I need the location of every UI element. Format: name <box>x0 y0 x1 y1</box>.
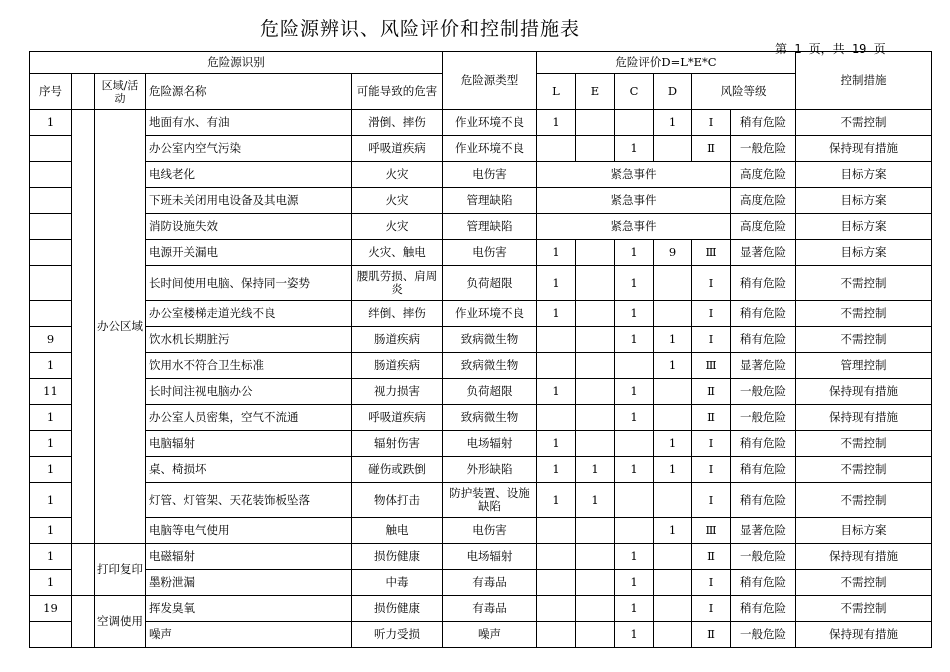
header-evaluation: 危险评价D=L*E*C <box>537 52 796 74</box>
L-cell: 1 <box>537 240 576 266</box>
D-cell <box>654 379 692 405</box>
emergency-cell: 紧急事件 <box>537 188 731 214</box>
area-cell: 打印复印 <box>95 544 146 596</box>
E-cell <box>576 379 615 405</box>
E-cell: 1 <box>576 483 615 518</box>
control-cell: 不需控制 <box>796 431 932 457</box>
table-row <box>30 266 932 301</box>
hazard-cell: 中毒 <box>352 570 443 596</box>
C-cell: 1 <box>615 622 654 648</box>
hazard-cell: 物体打击 <box>352 483 443 518</box>
table-row <box>30 457 932 483</box>
D-cell: 1 <box>654 431 692 457</box>
D-cell: 1 <box>654 110 692 136</box>
area-blank-cell <box>72 110 95 544</box>
source-type-cell: 电伤害 <box>443 518 537 544</box>
control-cell: 保持现有措施 <box>796 136 932 162</box>
table-row <box>30 405 932 431</box>
seq-cell: 1 <box>30 483 72 518</box>
D-cell <box>654 570 692 596</box>
L-cell: 1 <box>537 431 576 457</box>
source-type-cell: 防护装置、设施缺陷 <box>443 483 537 518</box>
C-cell: 1 <box>615 240 654 266</box>
L-cell <box>537 622 576 648</box>
seq-cell <box>30 266 72 301</box>
grade-cell: Ⅰ <box>692 431 731 457</box>
source-type-cell: 有毒品 <box>443 596 537 622</box>
E-cell <box>576 622 615 648</box>
grade-cell: Ⅱ <box>692 544 731 570</box>
D-cell <box>654 483 692 518</box>
grade-cell: Ⅰ <box>692 570 731 596</box>
grade-cell: Ⅰ <box>692 457 731 483</box>
seq-cell: 19 <box>30 596 72 622</box>
source-name-cell: 桌、椅损坏 <box>146 457 352 483</box>
grade-cell: Ⅰ <box>692 301 731 327</box>
source-type-cell: 管理缺陷 <box>443 214 537 240</box>
seq-cell <box>30 162 72 188</box>
source-type-cell: 管理缺陷 <box>443 188 537 214</box>
source-name-cell: 饮水机长期脏污 <box>146 327 352 353</box>
control-cell: 目标方案 <box>796 518 932 544</box>
hazard-cell: 火灾、触电 <box>352 240 443 266</box>
C-cell: 1 <box>615 301 654 327</box>
table-row <box>30 188 932 214</box>
seq-cell: 1 <box>30 570 72 596</box>
source-name-cell: 下班未关闭用电设备及其电源 <box>146 188 352 214</box>
emergency-cell: 紧急事件 <box>537 214 731 240</box>
risk-level-cell: 显著危险 <box>731 353 796 379</box>
C-cell: 1 <box>615 405 654 431</box>
D-cell: 9 <box>654 240 692 266</box>
E-cell <box>576 240 615 266</box>
source-name-cell: 墨粉泄漏 <box>146 570 352 596</box>
table-row <box>30 431 932 457</box>
risk-level-cell: 高度危险 <box>731 162 796 188</box>
hazard-cell: 绊倒、摔伤 <box>352 301 443 327</box>
E-cell <box>576 570 615 596</box>
area-cell: 空调使用 <box>95 596 146 648</box>
control-cell: 目标方案 <box>796 188 932 214</box>
hazard-cell: 腰肌劳损、肩周炎 <box>352 266 443 301</box>
seq-cell: 1 <box>30 353 72 379</box>
grade-cell: Ⅲ <box>692 353 731 379</box>
C-cell: 1 <box>615 570 654 596</box>
grade-cell: Ⅰ <box>692 327 731 353</box>
seq-cell <box>30 240 72 266</box>
control-cell: 保持现有措施 <box>796 405 932 431</box>
seq-cell <box>30 136 72 162</box>
table-row <box>30 379 932 405</box>
C-cell: 1 <box>615 136 654 162</box>
table-row <box>30 301 932 327</box>
header-identification: 危险源识别 <box>30 52 443 74</box>
risk-level-cell: 高度危险 <box>731 188 796 214</box>
source-type-cell: 致病微生物 <box>443 353 537 379</box>
control-cell: 保持现有措施 <box>796 544 932 570</box>
C-cell: 1 <box>615 379 654 405</box>
source-name-cell: 地面有水、有油 <box>146 110 352 136</box>
C-cell: 1 <box>615 544 654 570</box>
source-name-cell: 挥发臭氧 <box>146 596 352 622</box>
risk-level-cell: 一般危险 <box>731 405 796 431</box>
hazard-cell: 听力受损 <box>352 622 443 648</box>
header-source-type: 危险源类型 <box>443 52 537 110</box>
seq-cell <box>30 188 72 214</box>
header-L: L <box>537 74 576 110</box>
risk-level-cell: 稍有危险 <box>731 301 796 327</box>
area-blank-cell <box>72 596 95 648</box>
risk-level-cell: 稍有危险 <box>731 457 796 483</box>
risk-level-cell: 稍有危险 <box>731 596 796 622</box>
seq-cell: 9 <box>30 327 72 353</box>
source-type-cell: 作业环境不良 <box>443 136 537 162</box>
hazard-cell: 碰伤或跌倒 <box>352 457 443 483</box>
hazard-cell: 火灾 <box>352 188 443 214</box>
table-row <box>30 136 932 162</box>
C-cell <box>615 518 654 544</box>
source-name-cell: 灯管、灯管架、天花装饰板坠落 <box>146 483 352 518</box>
C-cell <box>615 431 654 457</box>
L-cell <box>537 544 576 570</box>
seq-cell <box>30 214 72 240</box>
header-hazard: 可能导致的危害 <box>352 74 443 110</box>
risk-level-cell: 稍有危险 <box>731 327 796 353</box>
D-cell <box>654 544 692 570</box>
control-cell: 不需控制 <box>796 457 932 483</box>
E-cell <box>576 431 615 457</box>
E-cell <box>576 301 615 327</box>
risk-level-cell: 显著危险 <box>731 518 796 544</box>
L-cell <box>537 136 576 162</box>
table-row <box>30 162 932 188</box>
control-cell: 不需控制 <box>796 327 932 353</box>
source-name-cell: 电线老化 <box>146 162 352 188</box>
E-cell <box>576 596 615 622</box>
hazard-cell: 滑倒、摔伤 <box>352 110 443 136</box>
control-cell: 不需控制 <box>796 266 932 301</box>
source-type-cell: 有毒品 <box>443 570 537 596</box>
header-row-1 <box>30 52 932 74</box>
control-cell: 目标方案 <box>796 162 932 188</box>
E-cell: 1 <box>576 457 615 483</box>
risk-assessment-table <box>29 51 932 648</box>
grade-cell: Ⅰ <box>692 110 731 136</box>
seq-cell: 11 <box>30 379 72 405</box>
hazard-cell: 呼吸道疾病 <box>352 405 443 431</box>
table-row <box>30 518 932 544</box>
source-type-cell: 电伤害 <box>443 240 537 266</box>
header-control: 控制措施 <box>796 52 932 110</box>
source-name-cell: 办公室内空气污染 <box>146 136 352 162</box>
control-cell: 管理控制 <box>796 353 932 379</box>
L-cell: 1 <box>537 266 576 301</box>
C-cell: 1 <box>615 266 654 301</box>
risk-level-cell: 稍有危险 <box>731 431 796 457</box>
control-cell: 不需控制 <box>796 570 932 596</box>
table-row <box>30 622 932 648</box>
C-cell: 1 <box>615 327 654 353</box>
hazard-cell: 辐射伤害 <box>352 431 443 457</box>
source-type-cell: 电场辐射 <box>443 544 537 570</box>
source-type-cell: 外形缺陷 <box>443 457 537 483</box>
D-cell: 1 <box>654 457 692 483</box>
table-row <box>30 570 932 596</box>
E-cell <box>576 327 615 353</box>
seq-cell: 1 <box>30 405 72 431</box>
header-C: C <box>615 74 654 110</box>
hazard-cell: 火灾 <box>352 162 443 188</box>
header-E: E <box>576 74 615 110</box>
source-type-cell: 电伤害 <box>443 162 537 188</box>
D-cell: 1 <box>654 518 692 544</box>
risk-level-cell: 稍有危险 <box>731 110 796 136</box>
E-cell <box>576 266 615 301</box>
hazard-cell: 视力损害 <box>352 379 443 405</box>
D-cell <box>654 136 692 162</box>
hazard-cell: 呼吸道疾病 <box>352 136 443 162</box>
header-blank <box>72 74 95 110</box>
source-name-cell: 电脑辐射 <box>146 431 352 457</box>
D-cell <box>654 596 692 622</box>
D-cell <box>654 301 692 327</box>
grade-cell: Ⅰ <box>692 266 731 301</box>
control-cell: 不需控制 <box>796 110 932 136</box>
grade-cell: Ⅲ <box>692 240 731 266</box>
hazard-cell: 肠道疾病 <box>352 353 443 379</box>
L-cell: 1 <box>537 301 576 327</box>
header-source-name: 危险源名称 <box>146 74 352 110</box>
table-row <box>30 596 932 622</box>
header-area: 区域/活动 <box>95 74 146 110</box>
C-cell <box>615 353 654 379</box>
header-D: D <box>654 74 692 110</box>
seq-cell: 1 <box>30 457 72 483</box>
control-cell: 保持现有措施 <box>796 379 932 405</box>
L-cell <box>537 596 576 622</box>
control-cell: 目标方案 <box>796 214 932 240</box>
control-cell: 不需控制 <box>796 483 932 518</box>
seq-cell: 1 <box>30 544 72 570</box>
C-cell: 1 <box>615 596 654 622</box>
risk-level-cell: 一般危险 <box>731 136 796 162</box>
L-cell <box>537 518 576 544</box>
source-type-cell: 作业环境不良 <box>443 110 537 136</box>
C-cell <box>615 110 654 136</box>
L-cell: 1 <box>537 110 576 136</box>
E-cell <box>576 405 615 431</box>
hazard-cell: 火灾 <box>352 214 443 240</box>
hazard-cell: 损伤健康 <box>352 596 443 622</box>
control-cell: 目标方案 <box>796 240 932 266</box>
page-indicator: 第 1 页，共 19 页 <box>775 42 886 56</box>
source-type-cell: 噪声 <box>443 622 537 648</box>
risk-level-cell: 稍有危险 <box>731 570 796 596</box>
source-name-cell: 办公室楼梯走道光线不良 <box>146 301 352 327</box>
table-row <box>30 353 932 379</box>
risk-level-cell: 一般危险 <box>731 544 796 570</box>
C-cell <box>615 483 654 518</box>
risk-level-cell: 稍有危险 <box>731 483 796 518</box>
L-cell: 1 <box>537 379 576 405</box>
source-name-cell: 长时间注视电脑办公 <box>146 379 352 405</box>
table-row <box>30 214 932 240</box>
E-cell <box>576 518 615 544</box>
source-name-cell: 电源开关漏电 <box>146 240 352 266</box>
seq-cell <box>30 622 72 648</box>
grade-cell: Ⅱ <box>692 622 731 648</box>
document-title: 危险源辨识、风险评价和控制措施表 <box>259 18 580 40</box>
L-cell <box>537 570 576 596</box>
table-row <box>30 544 932 570</box>
source-name-cell: 电脑等电气使用 <box>146 518 352 544</box>
C-cell: 1 <box>615 457 654 483</box>
seq-cell: 1 <box>30 431 72 457</box>
area-blank-cell <box>72 544 95 596</box>
source-name-cell: 噪声 <box>146 622 352 648</box>
source-type-cell: 负荷超限 <box>443 379 537 405</box>
grade-cell: Ⅱ <box>692 136 731 162</box>
E-cell <box>576 353 615 379</box>
seq-cell: 1 <box>30 518 72 544</box>
E-cell <box>576 136 615 162</box>
source-type-cell: 致病微生物 <box>443 405 537 431</box>
seq-cell: 1 <box>30 110 72 136</box>
E-cell <box>576 544 615 570</box>
table-row <box>30 327 932 353</box>
L-cell <box>537 405 576 431</box>
table-row <box>30 240 932 266</box>
table-row <box>30 110 932 136</box>
hazard-cell: 损伤健康 <box>352 544 443 570</box>
risk-level-cell: 高度危险 <box>731 214 796 240</box>
source-type-cell: 电场辐射 <box>443 431 537 457</box>
table-row <box>30 483 932 518</box>
L-cell: 1 <box>537 483 576 518</box>
risk-level-cell: 稍有危险 <box>731 266 796 301</box>
hazard-cell: 肠道疾病 <box>352 327 443 353</box>
E-cell <box>576 110 615 136</box>
L-cell: 1 <box>537 457 576 483</box>
risk-level-cell: 一般危险 <box>731 379 796 405</box>
grade-cell: Ⅰ <box>692 596 731 622</box>
source-name-cell: 饮用水不符合卫生标准 <box>146 353 352 379</box>
source-type-cell: 负荷超限 <box>443 266 537 301</box>
grade-cell: Ⅱ <box>692 405 731 431</box>
D-cell: 1 <box>654 353 692 379</box>
risk-level-cell: 显著危险 <box>731 240 796 266</box>
grade-cell: Ⅱ <box>692 379 731 405</box>
control-cell: 不需控制 <box>796 301 932 327</box>
source-name-cell: 长时间使用电脑、保持同一姿势 <box>146 266 352 301</box>
D-cell <box>654 405 692 431</box>
header-seq: 序号 <box>30 74 72 110</box>
source-type-cell: 作业环境不良 <box>443 301 537 327</box>
source-name-cell: 电磁辐射 <box>146 544 352 570</box>
source-type-cell: 致病微生物 <box>443 327 537 353</box>
L-cell <box>537 353 576 379</box>
control-cell: 保持现有措施 <box>796 622 932 648</box>
emergency-cell: 紧急事件 <box>537 162 731 188</box>
control-cell: 不需控制 <box>796 596 932 622</box>
source-name-cell: 消防设施失效 <box>146 214 352 240</box>
D-cell <box>654 266 692 301</box>
grade-cell: Ⅰ <box>692 483 731 518</box>
D-cell: 1 <box>654 327 692 353</box>
D-cell <box>654 622 692 648</box>
hazard-cell: 触电 <box>352 518 443 544</box>
seq-cell <box>30 301 72 327</box>
area-cell: 办公区域 <box>95 110 146 544</box>
risk-level-cell: 一般危险 <box>731 622 796 648</box>
source-name-cell: 办公室人员密集，空气不流通 <box>146 405 352 431</box>
L-cell <box>537 327 576 353</box>
grade-cell: Ⅲ <box>692 518 731 544</box>
header-risk-level: 风险等级 <box>692 74 796 110</box>
